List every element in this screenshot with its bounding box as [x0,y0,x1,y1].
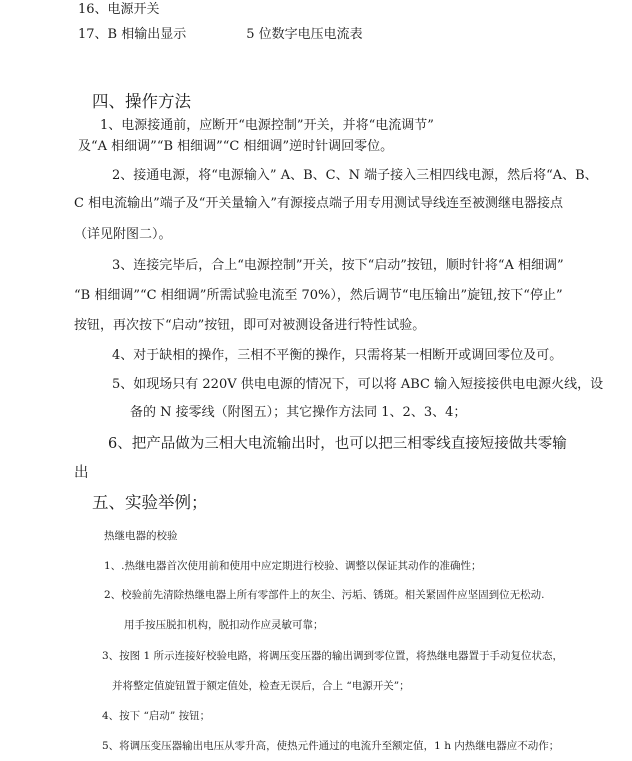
item-17-label: 17、B 相输出显示 [78,27,187,42]
section-4-step-1-line-2: 及“A 相细调”“B 相细调”“C 相细调”逆时针调回零位。 [78,139,394,154]
section-4-step-5-line-2: 备的 N 接零线（附图五）；其它操作方法同 1、2、3、4； [130,405,467,420]
section-4-step-2-line-3: （详见附图二）。 [74,227,172,242]
section-5-subtitle: 热继电器的校验 [104,530,178,542]
item-17 [78,27,363,43]
section-5-step-1: 1、.热继电器首次使用前和使用中应定期进行校验、调整以保证其动作的准确性； [104,560,482,572]
section-5-step-3-line-1: 3、按图 1 所示连接好校验电路，将调压变压器的输出调到零位置，将热继电器置于手动复位状态， [102,650,564,662]
section-5-step-2-line-2: 用手按压脱扣机构，脱扣动作应灵敏可靠； [124,619,324,631]
section-4-heading: 四、操作方法 [92,92,191,111]
section-4-step-4: 4、对于缺相的操作，三相不平衡的操作，只需将某一相断开或调回零位及可。 [112,348,563,363]
item-17-value: 5 位数字电压电流表 [246,27,363,42]
section-4-step-2-line-2: C 相电流输出”端子及“开关量输入”有源接点端子用专用测试导线连至被测继电器接点 [74,196,564,211]
item-16: 16、电源开关 [78,2,160,17]
section-5-step-4: 4、按下 “启动” 按钮； [102,710,211,722]
section-4-step-2-line-1: 2、接通电源，将“电源输入” A、B、C、N 端子接入三相四线电源，然后将“A、B、 [112,168,598,183]
section-5-step-2-line-1: 2、校验前先清除热继电器上所有零部件上的灰尘、污垢、锈斑。相关紧固件应坚固到位无松动. [104,589,545,601]
section-5-step-3-line-2: 并将整定值旋钮置于额定值处，检查无误后，合上 “电源开关”； [112,680,410,692]
section-4-step-3-line-2: “B 相细调”“C 相细调”所需试验电流至 70%），然后调节“电压输出”旋钮,按下“停止” [74,288,563,303]
section-4-step-3-line-3: 按钮，再次按下“启动”按钮，即可对被测设备进行特性试验。 [74,318,426,333]
section-4-step-6-line-1: 6、把产品做为三相大电流输出时，也可以把三相零线直接短接做共零输 [108,436,567,452]
section-4-step-6-line-2: 出 [74,465,89,481]
section-5-heading: 五、实验举例； [92,493,208,512]
section-4-step-1-line-1: 1、电源接通前，应断开“电源控制”开关，并将“电流调节” [100,118,434,133]
section-4-step-5-line-1: 5、如现场只有 220V 供电电源的情况下，可以将 ABC 输入短接接供电电源火线，设 [112,377,604,392]
section-5-step-5: 5、将调压变压器输出电压从零升高，使热元件通过的电流升至额定值，1 h 内热继电器应不动作； [102,740,560,752]
section-4-step-3-line-1: 3、连接完毕后，合上“电源控制”开关，按下“启动”按钮，顺时针将“A 相细调” [112,258,564,273]
